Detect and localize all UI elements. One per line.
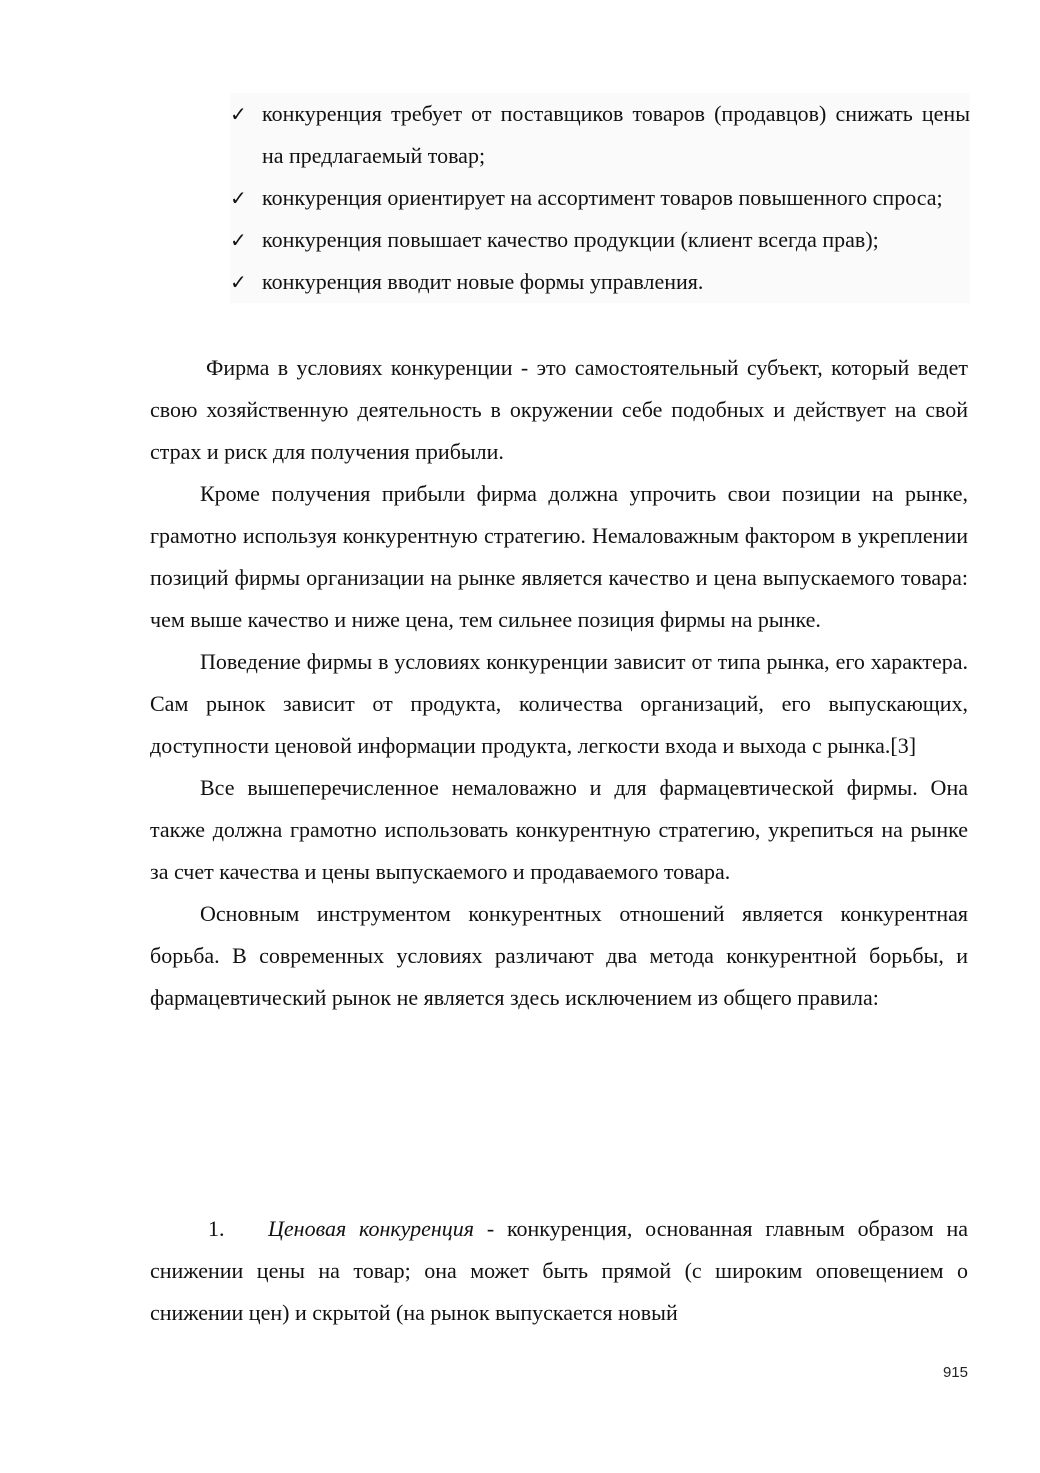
paragraph: Кроме получения прибыли фирма должна упрочить свои позиции на рынке, грамотно используя конкурентную стратегию. Немаловажным фактором в укреплении позиций фирмы организации на рынке является качество и цена выпускаемого товара: чем выше качество и ниже цена, тем сильнее позиция фирмы на рынке. bbox=[150, 481, 968, 632]
bullet-list bbox=[230, 93, 970, 303]
page-number: 915 bbox=[942, 1364, 968, 1381]
list-item bbox=[230, 261, 970, 303]
checkmark-icon: ✓ bbox=[230, 186, 247, 210]
item-number: 1. bbox=[208, 1216, 225, 1241]
paragraph: Основным инструментом конкурентных отношений является конкурентная борьба. В современных условиях различают два метода конкурентной борьбы, и фармацевтический рынок не является здесь исключением из общего правила: bbox=[150, 901, 968, 1010]
list-item-text: конкуренция повышает качество продукции (клиент всегда прав); bbox=[262, 227, 879, 252]
paragraph: Все вышеперечисленное немаловажно и для фармацевтической фирмы. Она также должна грамотно использовать конкурентную стратегию, укрепиться на рынке за счет качества и цены выпускаемого и продаваемого товара. bbox=[150, 775, 968, 884]
item-term: Ценовая конкуренция bbox=[268, 1216, 475, 1241]
list-item-text: конкуренция вводит новые формы управления. bbox=[262, 269, 704, 294]
checkmark-icon: ✓ bbox=[230, 102, 247, 126]
list-item bbox=[230, 93, 970, 177]
checkmark-icon: ✓ bbox=[230, 228, 247, 252]
checkmark-icon: ✓ bbox=[230, 270, 247, 294]
body-text bbox=[150, 347, 968, 1019]
list-item-text: конкуренция требует от поставщиков товаров (продавцов) снижать цены на предлагаемый товар; bbox=[262, 101, 970, 168]
list-item bbox=[230, 219, 970, 261]
list-item-text: конкуренция ориентирует на ассортимент товаров повышенного спроса; bbox=[262, 185, 943, 210]
paragraph: Фирма в условиях конкуренции - это самостоятельный субъект, который ведет свою хозяйственную деятельность в окружении себе подобных и действует на свой страх и риск для получения прибыли. bbox=[150, 355, 968, 464]
list-item bbox=[230, 177, 970, 219]
paragraph: Поведение фирмы в условиях конкуренции зависит от типа рынка, его характера. Сам рынок зависит от продукта, количества организаций, его выпускающих, доступности ценовой информации продукта, легкости входа и выхода с рынка.[3] bbox=[150, 649, 968, 758]
numbered-item bbox=[150, 1208, 968, 1334]
item-text: - конкуренция, основанная главным образом на снижении цены на товар; она может быть прямой (с широким оповещением о снижении цен) и скрытой (на рынок выпускается новый bbox=[150, 1216, 968, 1325]
